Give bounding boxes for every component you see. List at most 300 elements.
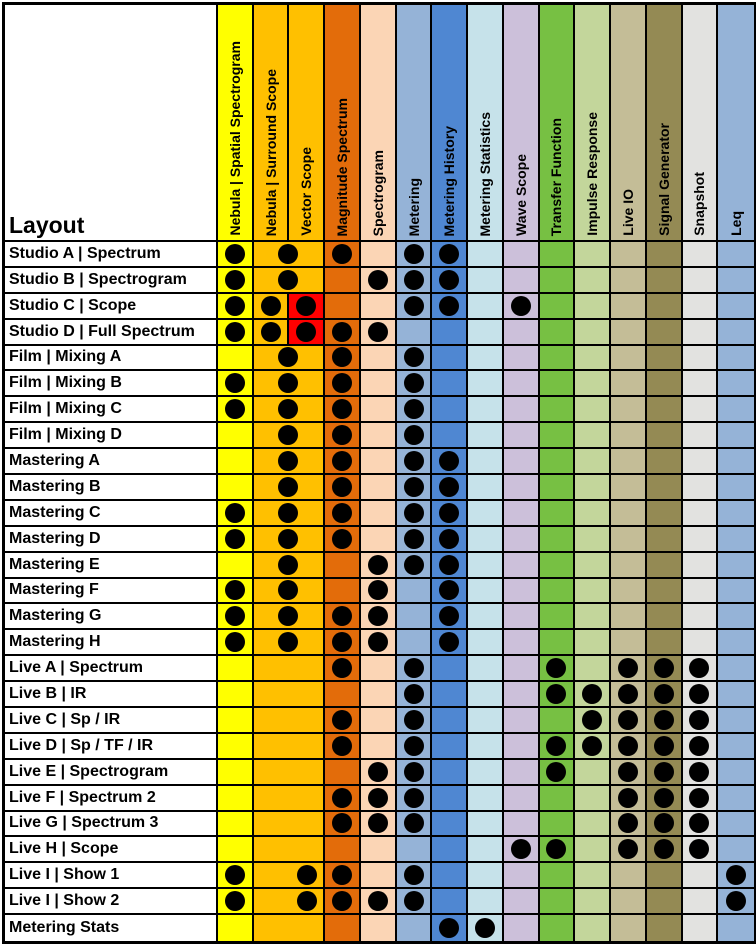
matrix-cell-merged-scope (254, 242, 325, 268)
matrix-cell (683, 449, 719, 475)
matrix-cell (468, 268, 504, 294)
module-dot (618, 839, 638, 859)
matrix-cell (397, 397, 433, 423)
matrix-cell (397, 501, 433, 527)
matrix-cell (397, 915, 433, 941)
module-dot (332, 477, 352, 497)
module-dot (618, 684, 638, 704)
matrix-cell (683, 682, 719, 708)
matrix-cell (325, 294, 361, 320)
module-dot (332, 347, 352, 367)
matrix-cell (397, 320, 433, 346)
column-header-label: Vector Scope (298, 147, 315, 236)
module-dot (439, 529, 459, 549)
matrix-cell (325, 786, 361, 812)
matrix-cell (575, 734, 611, 760)
matrix-cell (647, 812, 683, 838)
matrix-cell (325, 501, 361, 527)
row-label: Live C | Sp / IR (5, 708, 218, 734)
row-label: Live G | Spectrum 3 (5, 812, 218, 838)
matrix-cell (575, 889, 611, 915)
matrix-cell-merged-scope (254, 760, 325, 786)
matrix-cell (397, 630, 433, 656)
row-label: Mastering F (5, 579, 218, 605)
matrix-cell (218, 475, 254, 501)
matrix-cell (540, 423, 576, 449)
matrix-cell (325, 579, 361, 605)
matrix-cell (683, 734, 719, 760)
matrix-cell (432, 346, 468, 372)
matrix-cell (575, 604, 611, 630)
matrix-cell (432, 294, 468, 320)
matrix-cell (468, 889, 504, 915)
matrix-cell (504, 656, 540, 682)
module-dot (404, 270, 424, 290)
matrix-cell-merged-scope (254, 527, 325, 553)
matrix-cell (361, 682, 397, 708)
matrix-cell-merged-scope (254, 501, 325, 527)
matrix-cell (432, 812, 468, 838)
matrix-cell (468, 682, 504, 708)
matrix-cell (468, 501, 504, 527)
matrix-cell (432, 837, 468, 863)
matrix-cell (218, 527, 254, 553)
matrix-cell (575, 915, 611, 941)
matrix-cell (218, 501, 254, 527)
module-dot (368, 555, 388, 575)
module-dot (404, 555, 424, 575)
matrix-cell (540, 837, 576, 863)
matrix-cell (361, 475, 397, 501)
matrix-cell (718, 371, 754, 397)
matrix-cell (575, 527, 611, 553)
module-dot (278, 373, 298, 393)
module-dot (654, 762, 674, 782)
matrix-cell (361, 889, 397, 915)
matrix-cell (468, 346, 504, 372)
matrix-cell (718, 708, 754, 734)
matrix-cell (432, 320, 468, 346)
matrix-cell (683, 889, 719, 915)
matrix-cell-highlighted (289, 294, 325, 320)
row-label: Mastering D (5, 527, 218, 553)
matrix-cell (575, 682, 611, 708)
matrix-cell (647, 837, 683, 863)
module-dot (332, 736, 352, 756)
matrix-cell (540, 294, 576, 320)
matrix-cell (325, 604, 361, 630)
matrix-cell (504, 501, 540, 527)
matrix-cell (718, 553, 754, 579)
matrix-cell (718, 656, 754, 682)
module-dot (278, 606, 298, 626)
matrix-cell-merged-scope (254, 837, 325, 863)
module-dot (511, 296, 531, 316)
matrix-cell (611, 734, 647, 760)
matrix-cell (611, 708, 647, 734)
matrix-cell (218, 889, 254, 915)
matrix-cell (611, 863, 647, 889)
matrix-cell (361, 449, 397, 475)
matrix-cell (504, 397, 540, 423)
module-dot (278, 451, 298, 471)
matrix-cell (218, 268, 254, 294)
module-dot (689, 736, 709, 756)
matrix-cell (397, 656, 433, 682)
matrix-cell (468, 812, 504, 838)
matrix-cell (432, 915, 468, 941)
module-dot (546, 762, 566, 782)
matrix-cell (647, 268, 683, 294)
matrix-cell (683, 579, 719, 605)
matrix-cell (611, 501, 647, 527)
row-label: Mastering G (5, 604, 218, 630)
matrix-cell (325, 553, 361, 579)
matrix-cell (540, 346, 576, 372)
matrix-cell (683, 268, 719, 294)
module-dot (278, 399, 298, 419)
matrix-cell (325, 268, 361, 294)
module-dot (689, 710, 709, 730)
matrix-cell (683, 837, 719, 863)
matrix-cell (647, 397, 683, 423)
module-dot (332, 710, 352, 730)
matrix-cell (718, 268, 754, 294)
column-header-label: Nebula | Surround Scope (262, 68, 279, 236)
row-label: Mastering C (5, 501, 218, 527)
matrix-cell (647, 656, 683, 682)
matrix-cell (504, 527, 540, 553)
matrix-cell (718, 915, 754, 941)
matrix-cell (647, 242, 683, 268)
module-dot (225, 296, 245, 316)
matrix-cell-merged-scope (254, 656, 325, 682)
matrix-cell (504, 423, 540, 449)
matrix-cell (218, 786, 254, 812)
module-dot (332, 606, 352, 626)
module-dot (368, 891, 388, 911)
matrix-cell (218, 371, 254, 397)
matrix-cell-merged-scope (254, 915, 325, 941)
matrix-cell (468, 475, 504, 501)
matrix-cell (575, 475, 611, 501)
matrix-cell (611, 320, 647, 346)
matrix-cell (254, 294, 290, 320)
matrix-cell (397, 786, 433, 812)
matrix-cell (432, 630, 468, 656)
matrix-cell-merged-scope (254, 604, 325, 630)
matrix-cell (647, 915, 683, 941)
matrix-cell (504, 268, 540, 294)
column-header (611, 5, 647, 242)
matrix-cell (504, 449, 540, 475)
matrix-cell (468, 786, 504, 812)
matrix-cell (218, 734, 254, 760)
row-label: Live F | Spectrum 2 (5, 786, 218, 812)
matrix-cell (504, 760, 540, 786)
matrix-cell (575, 242, 611, 268)
matrix-cell-merged-scope (254, 863, 325, 889)
module-dot (404, 244, 424, 264)
matrix-cell (611, 242, 647, 268)
module-dot (278, 244, 298, 264)
matrix-cell (540, 527, 576, 553)
matrix-cell (432, 397, 468, 423)
matrix-cell (432, 423, 468, 449)
matrix-cell (361, 294, 397, 320)
matrix-cell (397, 475, 433, 501)
column-header (361, 5, 397, 242)
module-dot (404, 813, 424, 833)
matrix-cell-merged-scope (254, 346, 325, 372)
matrix-cell (683, 475, 719, 501)
matrix-cell (575, 346, 611, 372)
matrix-cell (218, 449, 254, 475)
module-dot (439, 451, 459, 471)
matrix-cell (325, 242, 361, 268)
matrix-cell (683, 242, 719, 268)
module-dot (332, 813, 352, 833)
matrix-cell-merged-scope (254, 371, 325, 397)
module-dot (546, 839, 566, 859)
module-dot (225, 270, 245, 290)
matrix-cell (540, 268, 576, 294)
matrix-cell-merged-scope (254, 630, 325, 656)
module-dot (368, 788, 388, 808)
matrix-cell (575, 501, 611, 527)
matrix-cell (432, 889, 468, 915)
matrix-cell (397, 423, 433, 449)
module-dot (404, 477, 424, 497)
matrix-cell (468, 294, 504, 320)
matrix-cell (325, 656, 361, 682)
column-header (254, 5, 290, 242)
matrix-cell (397, 682, 433, 708)
module-dot (404, 451, 424, 471)
matrix-cell (611, 786, 647, 812)
module-dot (332, 529, 352, 549)
module-dot (297, 865, 317, 885)
matrix-cell (504, 294, 540, 320)
matrix-cell-merged-scope (254, 889, 325, 915)
matrix-cell (504, 812, 540, 838)
matrix-cell (325, 449, 361, 475)
matrix-cell (468, 423, 504, 449)
module-dot (278, 347, 298, 367)
matrix-cell (218, 708, 254, 734)
matrix-cell (325, 734, 361, 760)
row-label: Mastering A (5, 449, 218, 475)
matrix-cell (575, 423, 611, 449)
matrix-cell (468, 708, 504, 734)
matrix-cell (218, 630, 254, 656)
module-dot (278, 555, 298, 575)
column-header (647, 5, 683, 242)
matrix-cell (647, 371, 683, 397)
matrix-cell (468, 449, 504, 475)
matrix-cell (325, 708, 361, 734)
row-label: Mastering H (5, 630, 218, 656)
matrix-cell (432, 760, 468, 786)
matrix-cell (718, 579, 754, 605)
module-dot (689, 658, 709, 678)
matrix-cell (611, 527, 647, 553)
module-dot (278, 477, 298, 497)
module-dot (278, 580, 298, 600)
matrix-cell (397, 837, 433, 863)
matrix-cell (361, 812, 397, 838)
matrix-cell (683, 812, 719, 838)
matrix-cell (468, 915, 504, 941)
module-dot (278, 529, 298, 549)
module-dot (404, 373, 424, 393)
matrix-cell (575, 708, 611, 734)
matrix-cell (611, 889, 647, 915)
matrix-cell (361, 915, 397, 941)
module-dot (439, 918, 459, 938)
module-dot (368, 762, 388, 782)
matrix-cell (540, 553, 576, 579)
column-header (504, 5, 540, 242)
row-label: Live E | Spectrogram (5, 760, 218, 786)
matrix-cell (647, 863, 683, 889)
matrix-cell (397, 579, 433, 605)
module-dot (332, 399, 352, 419)
matrix-cell (218, 294, 254, 320)
module-dot (404, 658, 424, 678)
matrix-cell (361, 630, 397, 656)
matrix-cell (397, 346, 433, 372)
module-dot (332, 451, 352, 471)
matrix-cell (361, 423, 397, 449)
module-dot (332, 244, 352, 264)
matrix-cell (647, 682, 683, 708)
row-label: Studio B | Spectrogram (5, 268, 218, 294)
matrix-cell (718, 863, 754, 889)
column-header-label: Live IO (619, 189, 636, 236)
module-dot (368, 322, 388, 342)
matrix-cell (397, 268, 433, 294)
matrix-cell (397, 604, 433, 630)
matrix-cell (504, 630, 540, 656)
matrix-cell (540, 475, 576, 501)
module-dot (439, 270, 459, 290)
column-header-label: Metering History (441, 125, 458, 236)
matrix-cell (432, 501, 468, 527)
matrix-cell-merged-scope (254, 553, 325, 579)
matrix-cell (540, 371, 576, 397)
matrix-cell (683, 397, 719, 423)
module-dot (726, 891, 746, 911)
matrix-cell (361, 604, 397, 630)
matrix-cell (468, 527, 504, 553)
matrix-cell (683, 760, 719, 786)
matrix-cell (683, 371, 719, 397)
module-dot (296, 322, 316, 342)
module-dot (332, 788, 352, 808)
matrix-cell (432, 656, 468, 682)
matrix-cell (611, 760, 647, 786)
module-dot (368, 813, 388, 833)
module-dot (404, 684, 424, 704)
column-header (432, 5, 468, 242)
row-label: Film | Mixing C (5, 397, 218, 423)
matrix-cell (647, 553, 683, 579)
column-header-label: Nebula | Spatial Spectrogram (226, 41, 243, 236)
module-dot (225, 373, 245, 393)
column-header-label: Transfer Function (548, 117, 565, 236)
matrix-cell (647, 294, 683, 320)
matrix-cell (504, 915, 540, 941)
column-header (397, 5, 433, 242)
column-header (540, 5, 576, 242)
matrix-cell-merged-scope (254, 734, 325, 760)
matrix-cell-merged-scope (254, 449, 325, 475)
module-dot (278, 270, 298, 290)
matrix-cell (540, 449, 576, 475)
matrix-cell (611, 475, 647, 501)
module-dot (296, 296, 316, 316)
matrix-cell (575, 760, 611, 786)
module-dot (404, 865, 424, 885)
matrix-cell (540, 604, 576, 630)
matrix-cell (361, 527, 397, 553)
matrix-cell-merged-scope (254, 708, 325, 734)
matrix-cell (540, 812, 576, 838)
matrix-cell (504, 889, 540, 915)
matrix-cell (718, 423, 754, 449)
module-dot (261, 322, 281, 342)
matrix-cell (540, 734, 576, 760)
matrix-cell (432, 449, 468, 475)
module-dot (404, 529, 424, 549)
matrix-cell (718, 294, 754, 320)
matrix-cell (647, 630, 683, 656)
matrix-cell (540, 760, 576, 786)
module-dot (618, 762, 638, 782)
module-dot (368, 606, 388, 626)
matrix-cell (397, 889, 433, 915)
column-header (325, 5, 361, 242)
module-dot (726, 865, 746, 885)
module-dot (332, 891, 352, 911)
matrix-cell (468, 553, 504, 579)
row-label: Mastering E (5, 553, 218, 579)
module-dot (439, 296, 459, 316)
matrix-cell (575, 656, 611, 682)
matrix-cell (361, 786, 397, 812)
column-header-label: Impulse Response (584, 112, 601, 236)
module-dot (618, 788, 638, 808)
matrix-cell-merged-scope (254, 682, 325, 708)
module-dot (368, 270, 388, 290)
matrix-cell (218, 837, 254, 863)
matrix-cell (325, 760, 361, 786)
module-dot (225, 891, 245, 911)
matrix-cell (540, 242, 576, 268)
matrix-cell (325, 915, 361, 941)
matrix-cell (325, 397, 361, 423)
matrix-cell (325, 346, 361, 372)
module-dot (225, 244, 245, 264)
module-dot (297, 891, 317, 911)
module-dot (404, 710, 424, 730)
matrix-cell (683, 630, 719, 656)
module-dot (332, 658, 352, 678)
module-dot (225, 322, 245, 342)
matrix-cell-merged-scope (254, 579, 325, 605)
matrix-cell (718, 604, 754, 630)
